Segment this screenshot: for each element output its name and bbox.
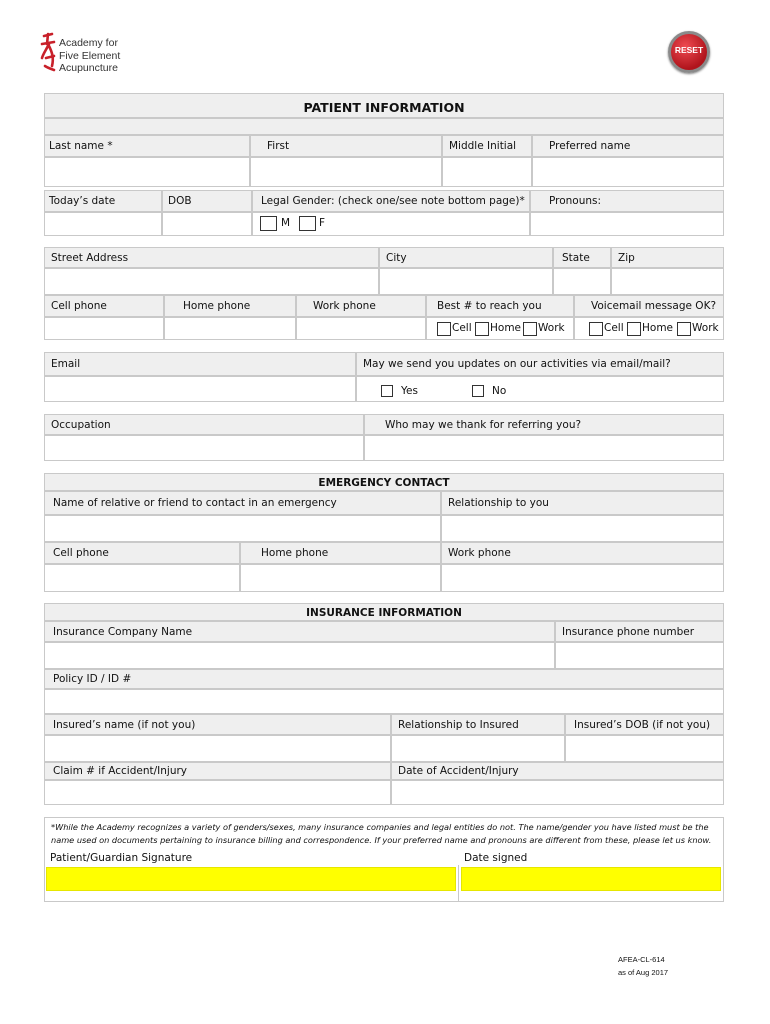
date-signed-label: Date signed [464, 852, 528, 864]
insurance-title: INSURANCE INFORMATION [306, 607, 462, 619]
pronouns-label: Pronouns: [549, 195, 602, 207]
updates-no-label: No [492, 385, 507, 397]
policy-id-cell [44, 669, 724, 689]
policy-id-label: Policy ID / ID # [53, 673, 132, 685]
email-cell [44, 352, 356, 376]
vm-cell-checkbox[interactable] [589, 322, 603, 336]
emergency-home-field[interactable] [240, 564, 441, 592]
gender-f-checkbox[interactable] [299, 216, 316, 231]
signature-divider [458, 865, 459, 901]
work-phone-cell [296, 295, 426, 317]
calligraphy-logo-icon [40, 32, 58, 72]
legal-gender-options [252, 212, 530, 236]
middle-initial-label: Middle Initial [449, 140, 517, 152]
email-label: Email [51, 358, 81, 370]
logo-line2: Five Element Acupuncture [59, 50, 121, 74]
dob-cell [162, 190, 252, 212]
state-field[interactable] [553, 268, 611, 295]
signature-field[interactable] [46, 867, 456, 891]
first-name-label: First [267, 140, 290, 152]
first-name-field[interactable] [250, 157, 442, 187]
updates-yes-checkbox[interactable] [381, 385, 393, 397]
vm-home-checkbox[interactable] [627, 322, 641, 336]
emergency-relationship-field[interactable] [441, 515, 724, 542]
insurance-company-cell [44, 621, 555, 642]
insured-name-cell [44, 714, 391, 735]
zip-field[interactable] [611, 268, 724, 295]
work-phone-field[interactable] [296, 317, 426, 340]
city-label: City [386, 252, 407, 264]
best-number-label: Best # to reach you [437, 300, 542, 312]
home-phone-label: Home phone [183, 300, 251, 312]
vm-work-checkbox[interactable] [677, 322, 691, 336]
claim-label: Claim # if Accident/Injury [53, 765, 188, 777]
emergency-cell-label: Cell phone [53, 547, 109, 559]
insured-dob-label: Insured’s DOB (if not you) [574, 719, 711, 731]
best-number-options [426, 317, 574, 340]
emergency-relationship-label: Relationship to you [448, 497, 549, 509]
updates-no-checkbox[interactable] [472, 385, 484, 397]
accident-date-cell [391, 762, 724, 780]
preferred-name-field[interactable] [532, 157, 724, 187]
zip-cell [611, 247, 724, 268]
insurance-phone-label: Insurance phone number [562, 626, 695, 638]
emergency-title: EMERGENCY CONTACT [318, 477, 450, 489]
best-cell-label: Cell [452, 322, 472, 334]
emergency-relationship-cell [441, 491, 724, 515]
accident-date-label: Date of Accident/Injury [398, 765, 519, 777]
preferred-name-cell [532, 135, 724, 157]
referral-cell [364, 414, 724, 435]
emergency-name-label: Name of relative or friend to contact in an emergency [53, 497, 337, 509]
street-address-label: Street Address [51, 252, 129, 264]
dob-label: DOB [168, 195, 192, 207]
city-cell [379, 247, 553, 268]
todays-date-field[interactable] [44, 212, 162, 236]
emergency-header-bar [44, 473, 724, 491]
middle-initial-field[interactable] [442, 157, 532, 187]
best-work-label: Work [538, 322, 565, 334]
dob-field[interactable] [162, 212, 252, 236]
accident-date-field[interactable] [391, 780, 724, 805]
gender-m-checkbox[interactable] [260, 216, 277, 231]
legal-gender-cell [252, 190, 530, 212]
insured-name-field[interactable] [44, 735, 391, 762]
claim-field[interactable] [44, 780, 391, 805]
updates-question-cell [356, 352, 724, 376]
email-field[interactable] [44, 376, 356, 402]
preferred-name-label: Preferred name [549, 140, 631, 152]
last-name-field[interactable] [44, 157, 250, 187]
state-label: State [562, 252, 590, 264]
emergency-cell-field[interactable] [44, 564, 240, 592]
vm-cell-label: Cell [604, 322, 624, 334]
voicemail-label: Voicemail message OK? [591, 300, 717, 312]
gender-f-label: F [319, 217, 326, 229]
todays-date-cell [44, 190, 162, 212]
form-date: as of Aug 2017 [618, 968, 669, 977]
voicemail-options [574, 317, 724, 340]
cell-phone-cell [44, 295, 164, 317]
home-phone-cell [164, 295, 296, 317]
emergency-cell-cell [44, 542, 240, 564]
emergency-work-cell [441, 542, 724, 564]
date-signed-field[interactable] [461, 867, 721, 891]
reset-button[interactable] [668, 31, 710, 73]
cell-phone-label: Cell phone [51, 300, 107, 312]
best-number-cell [426, 295, 574, 317]
insured-relationship-label: Relationship to Insured [398, 719, 519, 731]
insured-name-label: Insured’s name (if not you) [53, 719, 196, 731]
first-name-cell [250, 135, 442, 157]
voicemail-cell [574, 295, 724, 317]
gender-footnote: *While the Academy recognizes a variety of genders/sexes, many insurance companies and legal entities do not. The name/gender you have listed must be the name used on documents pertaining to insurance billing and correspondence. If your preferred name and pronouns are different from these, please let us know. [51, 822, 712, 845]
claim-cell [44, 762, 391, 780]
emergency-name-field[interactable] [44, 515, 441, 542]
emergency-work-label: Work phone [448, 547, 511, 559]
middle-initial-cell [442, 135, 532, 157]
pronouns-cell [530, 190, 724, 212]
vm-home-label: Home [642, 322, 674, 334]
insured-relationship-cell [391, 714, 565, 735]
state-cell [553, 247, 611, 268]
emergency-home-cell [240, 542, 441, 564]
best-home-label: Home [490, 322, 522, 334]
referral-label: Who may we thank for referring you? [385, 419, 582, 431]
insured-relationship-field[interactable] [391, 735, 565, 762]
occupation-cell [44, 414, 364, 435]
patient-info-title: PATIENT INFORMATION [303, 100, 465, 115]
policy-id-field[interactable] [44, 689, 724, 714]
pronouns-field[interactable] [530, 212, 724, 236]
insured-dob-cell [565, 714, 724, 735]
updates-question-label: May we send you updates on our activities via email/mail? [363, 358, 671, 370]
vm-work-label: Work [692, 322, 719, 334]
legal-gender-label: Legal Gender: (check one/see note bottom page)* [261, 195, 525, 207]
insured-dob-field[interactable] [565, 735, 724, 762]
patient-info-header [44, 93, 724, 118]
gender-m-label: M [281, 217, 291, 229]
last-name-cell [44, 135, 250, 157]
occupation-field[interactable] [44, 435, 364, 461]
zip-label: Zip [618, 252, 635, 264]
best-work-checkbox[interactable] [523, 322, 537, 336]
logo-line1: Academy for [59, 37, 118, 49]
insurance-header-bar [44, 603, 724, 621]
emergency-work-field[interactable] [441, 564, 724, 592]
emergency-home-label: Home phone [261, 547, 329, 559]
street-address-cell [44, 247, 379, 268]
updates-options [356, 376, 724, 402]
work-phone-label: Work phone [313, 300, 376, 312]
insurance-company-label: Insurance Company Name [53, 626, 193, 638]
referral-field[interactable] [364, 435, 724, 461]
home-phone-field[interactable] [164, 317, 296, 340]
best-cell-checkbox[interactable] [437, 322, 451, 336]
patient-spacer-row [44, 118, 724, 135]
best-home-checkbox[interactable] [475, 322, 489, 336]
insurance-phone-field[interactable] [555, 642, 724, 669]
last-name-label: Last name * [49, 140, 113, 152]
occupation-label: Occupation [51, 419, 111, 431]
todays-date-label: Today’s date [49, 195, 116, 207]
street-address-field[interactable] [44, 268, 379, 295]
updates-yes-label: Yes [401, 385, 418, 397]
emergency-name-cell [44, 491, 441, 515]
academy-logo [40, 32, 180, 72]
cell-phone-field[interactable] [44, 317, 164, 340]
form-code: AFEA-CL-614 [618, 955, 665, 964]
city-field[interactable] [379, 268, 553, 295]
signature-label: Patient/Guardian Signature [50, 852, 193, 864]
insurance-company-field[interactable] [44, 642, 555, 669]
insurance-phone-cell [555, 621, 724, 642]
reset-label: RESET [674, 45, 704, 55]
